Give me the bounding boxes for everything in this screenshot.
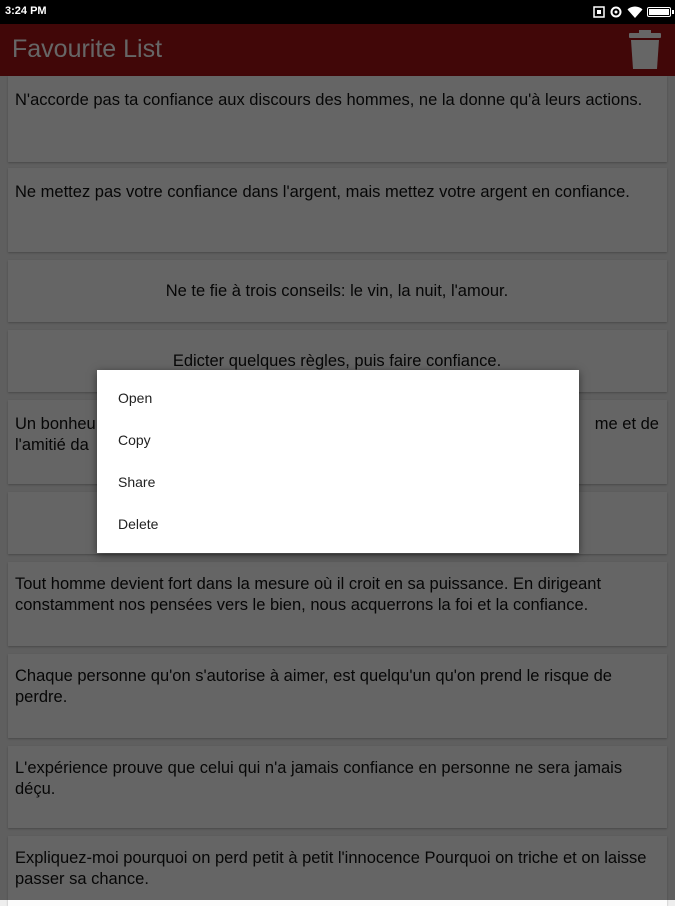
status-icons [593, 4, 671, 20]
battery-icon [647, 7, 671, 17]
wifi-icon [627, 6, 643, 19]
status-time: 3:24 PM [5, 5, 47, 17]
context-menu [97, 370, 579, 553]
menu-item-open[interactable]: Open [118, 390, 153, 406]
status-bar [0, 0, 675, 24]
screenshot-icon [593, 6, 605, 18]
menu-item-delete[interactable]: Delete [118, 516, 159, 532]
menu-item-share[interactable]: Share [118, 474, 156, 490]
menu-item-copy[interactable]: Copy [118, 432, 151, 448]
settings-icon [609, 5, 623, 19]
